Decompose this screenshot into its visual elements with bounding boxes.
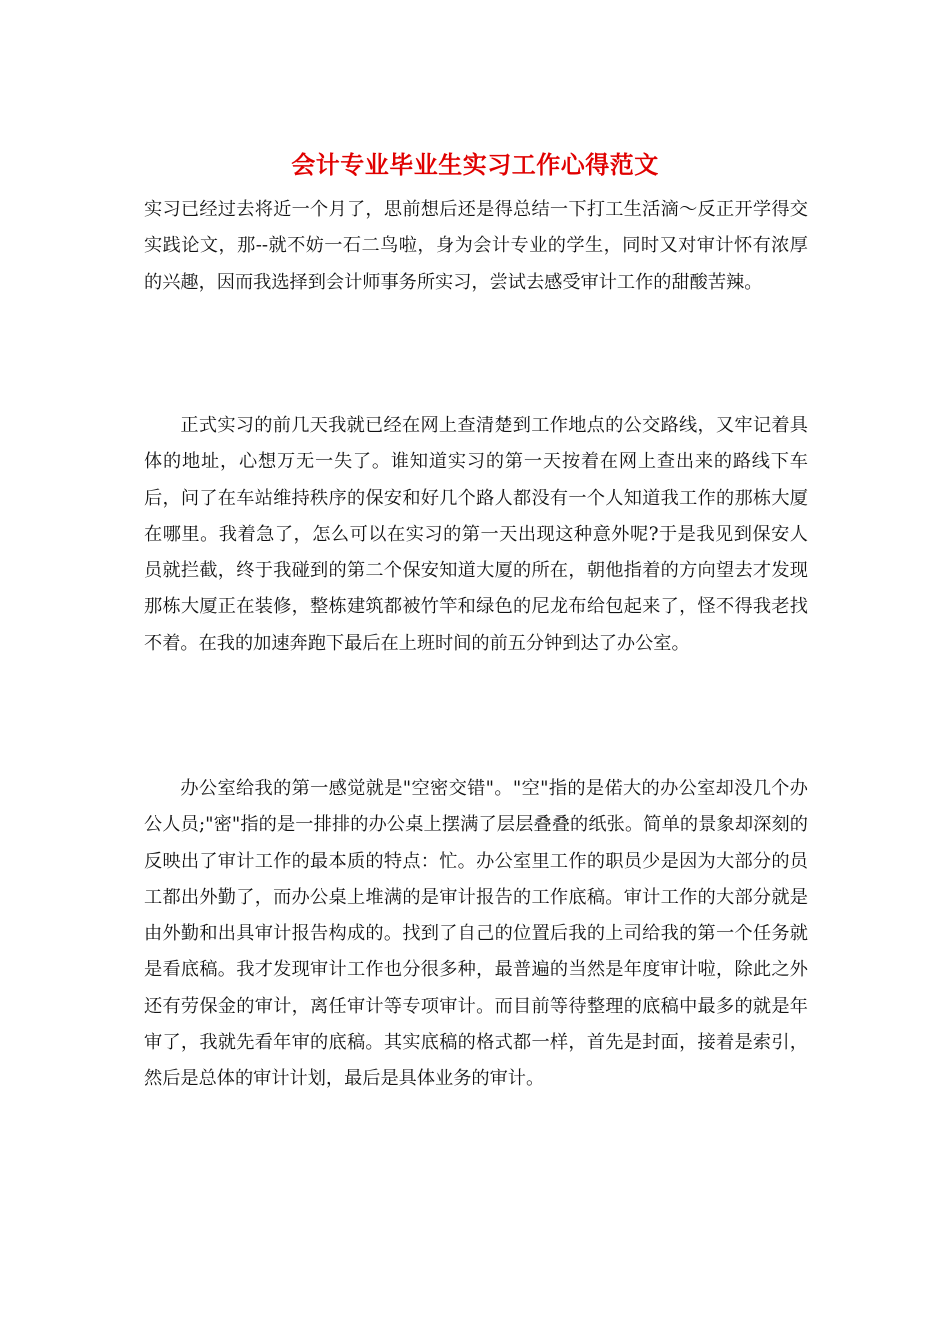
paragraph-first-day: 正式实习的前几天我就已经在网上查清楚到工作地点的公交路线，又牢记着具体的地址，心想万无一失了。谁知道实习的第一天按着在网上查出来的路线下车后，问了在车站维持秩序的保安和好几个路人都没有一个人知道我工作的那栋大厦在哪里。我着急了，怎么可以在实习的第一天出现这种意外呢?于是我见到保安人员就拦截，终于我碰到的第二个保安知道大厦的所在，朝他指着的方向望去才发现那栋大厦正在装修，整栋建筑都被竹竿和绿色的尼龙布给包起来了，怪不得我老找不着。在我的加速奔跑下最后在上班时间的前五分钟到达了办公室。 (144, 415, 808, 654)
paragraph-intro: 实习已经过去将近一个月了，思前想后还是得总结一下打工生活滴～反正开学得交实践论文，那--就不妨一石二鸟啦，身为会计专业的学生，同时又对审计怀有浓厚的兴趣，因而我选择到会计师事务所实习，尝试去感受审计工作的甜酸苦辣。 (144, 199, 808, 293)
paragraph-office: 办公室给我的第一感觉就是"空密交错"。"空"指的是偌大的办公室却没几个办公人员;"密"指的是一排排的办公桌上摆满了层层叠叠的纸张。简单的景象却深刻的反映出了审计工作的最本质的特点：忙。办公室里工作的职员少是因为大部分的员工都出外勤了，而办公桌上堆满的是审计报告的工作底稿。审计工作的大部分就是由外勤和出具审计报告构成的。找到了自己的位置后我的上司给我的第一个任务就是看底稿。我才发现审计工作也分很多种，最普遍的当然是年度审计啦，除此之外还有劳保金的审计，离任审计等专项审计。而目前等待整理的底稿中最多的就是年审了，我就先看年审的底稿。其实底稿的格式都一样，首先是封面，接着是索引，然后是总体的审计计划，最后是具体业务的审计。 (144, 778, 808, 1090)
document-title: 会计专业毕业生实习工作心得范文 (291, 150, 659, 179)
